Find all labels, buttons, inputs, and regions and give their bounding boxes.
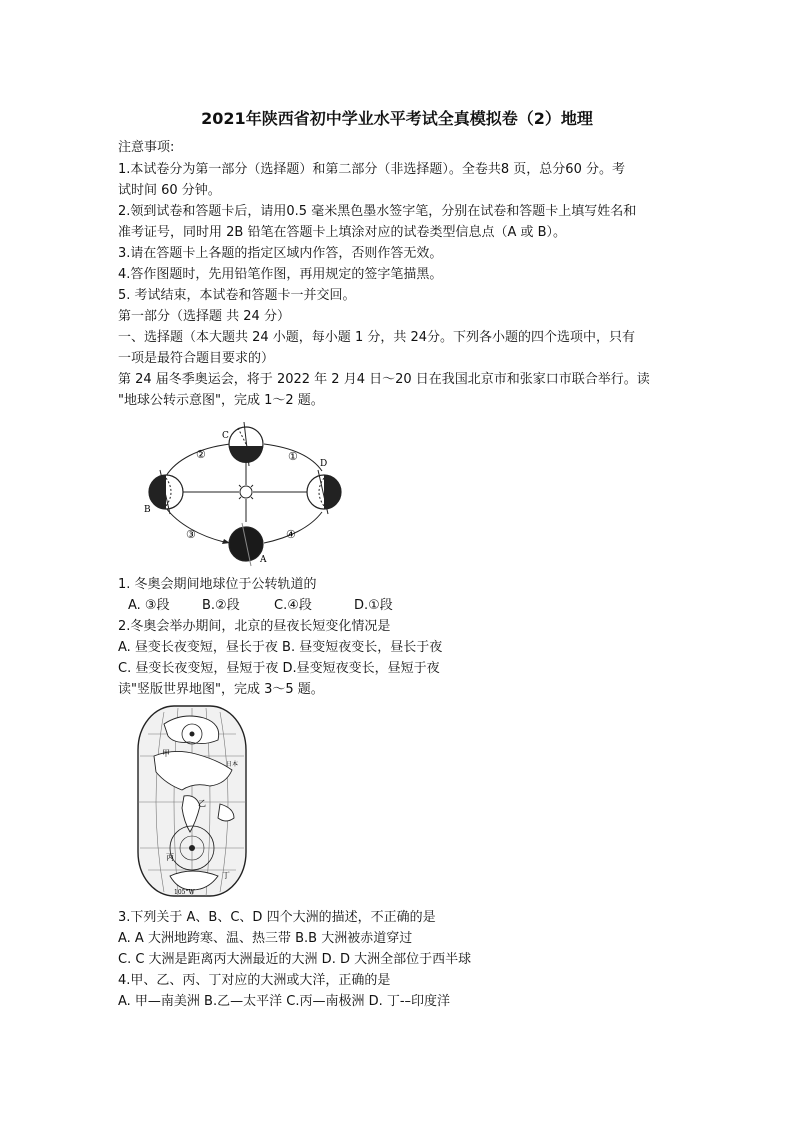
orbit-label-c: C	[222, 431, 229, 441]
question-options: A. A 大洲地跨寒、温、热三带 B.B 大洲被赤道穿过	[118, 931, 413, 946]
orbit-segment-4: ④	[286, 528, 296, 541]
orbit-segment-1: ①	[288, 450, 298, 463]
question-intro: 读"竖版世界地图"，完成 3～5 题。	[118, 682, 324, 697]
section-instructions: 一、选择题（本大题共 24 小题，每小题 1 分，共 24分。下列各小题的四个选项中，只有	[118, 330, 636, 345]
earth-position-c-icon	[229, 422, 263, 466]
option: D.①段	[354, 598, 393, 613]
notice-heading: 注意事项:	[118, 140, 175, 155]
question-stem: 4.甲、乙、丙、丁对应的大洲或大洋，正确的是	[118, 973, 391, 988]
orbit-segment-3: ③	[186, 528, 196, 541]
notice-line: 5. 考试结束，本试卷和答题卡一并交回。	[118, 288, 356, 303]
part-heading: 第一部分（选择题 共 24 分）	[118, 309, 290, 324]
orbit-label-a: A	[260, 555, 267, 565]
section-instructions: 一项是最符合题目要求的）	[118, 351, 275, 366]
notice-line: 准考证号，同时用 2B 铅笔在答题卡上填涂对应的试卷类型信息点（A 或 B）。	[118, 225, 567, 240]
earth-orbit-diagram	[138, 416, 358, 568]
map-label-japan: 日本	[226, 761, 239, 768]
orbit-label-b: B	[144, 505, 151, 515]
map-label-ding: 丁	[222, 871, 230, 880]
notice-line: 3.请在答题卡上各题的指定区域内作答，否则作答无效。	[118, 246, 443, 261]
question-stem: 1. 冬奥会期间地球位于公转轨道的	[118, 577, 317, 592]
question-options	[128, 598, 393, 614]
earth-position-a-icon	[229, 523, 263, 566]
map-label-bing: 丙	[166, 853, 174, 862]
question-intro: "地球公转示意图"，完成 1～2 题。	[118, 393, 324, 408]
earth-position-b-icon	[149, 470, 183, 514]
map-label-yi: 乙	[198, 799, 206, 808]
notice-line: 试时间 60 分钟。	[118, 183, 221, 198]
map-label-jia: 甲	[162, 749, 170, 758]
earth-position-d-icon	[307, 470, 341, 514]
notice-line: 2.领到试卷和答题卡后，请用0.5 毫米黑色墨水签字笔，分别在试卷和答题卡上填写姓名和	[118, 204, 637, 219]
option: A. ③段	[128, 598, 170, 613]
vertical-world-map	[134, 704, 250, 900]
question-intro: 第 24 届冬季奥运会，将于 2022 年 2 月4 日～20 日在我国北京市和张家口市联合举行。读	[118, 372, 650, 387]
orbit-segment-2: ②	[196, 448, 206, 461]
question-options: C. C 大洲是距离丙大洲最近的大洲 D. D 大洲全部位于西半球	[118, 952, 472, 967]
notice-line: 4.答作图题时，先用铅笔作图，再用规定的签字笔描黑。	[118, 267, 443, 282]
question-stem: 2.冬奥会举办期间，北京的昼夜长短变化情况是	[118, 619, 391, 634]
sun-icon	[236, 482, 256, 502]
map-label-longitude: 105°W	[174, 889, 195, 896]
option: C.④段	[274, 598, 312, 613]
question-options: A. 甲—南美洲 B.乙—太平洋 C.丙—南极洲 D. 丁-–印度洋	[118, 994, 451, 1009]
page-title: 2021年陕西省初中学业水平考试全真模拟卷（2）地理	[201, 109, 593, 128]
option: B.②段	[202, 598, 240, 613]
question-options: A. 昼变长夜变短，昼长于夜 B. 昼变短夜变长，昼长于夜	[118, 640, 443, 655]
question-options: C. 昼变长夜变短，昼短于夜 D.昼变短夜变长，昼短于夜	[118, 661, 440, 676]
orbit-label-d: D	[320, 459, 328, 469]
question-stem: 3.下列关于 A、B、C、D 四个大洲的描述，不正确的是	[118, 910, 436, 925]
notice-line: 1.本试卷分为第一部分（选择题）和第二部分（非选择题）。全卷共8 页，总分60 分。考	[118, 162, 625, 177]
